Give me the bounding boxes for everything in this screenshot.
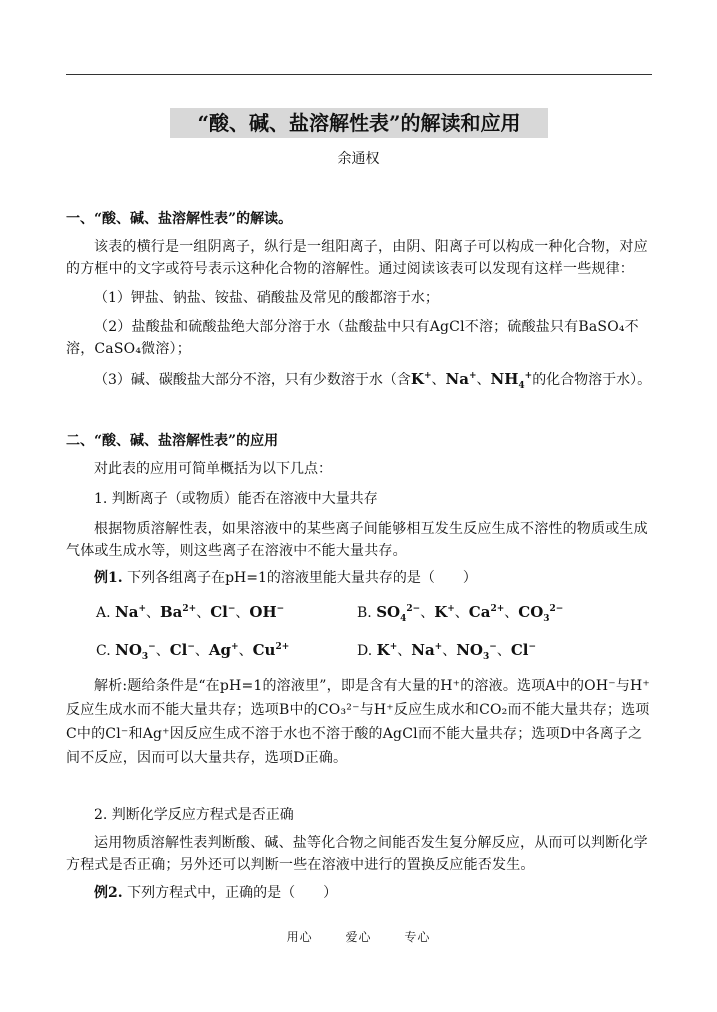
rule-3: （3）碱、碳酸盐大部分不溶，只有少数溶于水（含K+、Na+、$NH_4^+$的化合物溶于水）。 [94, 370, 652, 391]
page-title: “酸、碱、盐溶解性表”的解读和应用 [170, 108, 548, 138]
example-1-question: 下列各组离子在pH=1的溶液里能大量共存的是（ ） [127, 570, 477, 586]
footer-item: 专心 [404, 930, 431, 944]
section1-heading: 一、“酸、碱、盐溶解性表”的解读。 [66, 211, 293, 227]
example-2 [66, 882, 680, 904]
header-rule [66, 74, 652, 75]
author: 余通权 [337, 151, 380, 167]
option-d-letter: D. [357, 643, 373, 659]
example-1 [66, 567, 680, 589]
subsection-2: 2. 判断化学反应方程式是否正确 [94, 807, 294, 823]
ion-nh4: $NH_4^+$ [490, 370, 533, 391]
example-2-label: 例2. [94, 885, 123, 901]
footer-item: 用心 [286, 930, 313, 944]
example-2-question: 下列方程式中，正确的是（ ） [127, 885, 338, 901]
example-1-label: 例1. [94, 570, 123, 586]
example-1-analysis: 解析:题给条件是“在pH=1的溶液里”，即是含有大量的H⁺的溶液。选项A中的OH⁻与H⁺反应生成水而不能大量共存；选项B中的CO₃²⁻与H⁺反应生成水和CO₂而不能大量共存；选项C中的Cl⁻和Ag⁺因反应生成不溶于水也不溶于酸的AgCl而不能大量共存；选项D中各离子之间不反应，因而可以大量共存，选项D正确。 [66, 678, 651, 766]
option-b: B. $SO_4^{2-}$、K+、$Ca^{2+}$、$CO_3^{2-}$ [357, 603, 564, 624]
rule-1: （1）钾盐、钠盐、铵盐、硝酸盐及常见的酸都溶于水； [94, 290, 439, 306]
option-c-letter: C. [96, 643, 111, 659]
option-a: A. Na+、$Ba^{2+}$、Cl−、OH− [96, 603, 285, 621]
ion-k: K+ [410, 370, 432, 388]
section2-heading: 二、“酸、碱、盐溶解性表”的应用 [66, 433, 279, 449]
rule-2: （2）盐酸盐和硫酸盐绝大部分溶于水（盐酸盐中只有AgCl不溶；硫酸盐只有BaSO₄不溶，CaSO₄微溶）； [66, 319, 639, 357]
option-a-letter: A. [96, 605, 111, 621]
option-b-letter: B. [357, 605, 372, 621]
footer-item: 爱心 [345, 930, 372, 944]
subsection-2-paragraph: 运用物质溶解性表判断酸、碱、盐等化合物之间能否发生复分解反应，从而可以判断化学方程式是否正确；另外还可以判断一些在溶液中进行的置换反应能否发生。 [66, 835, 648, 873]
option-d: D. K+、Na+、$NO_3^-$、Cl− [357, 641, 536, 662]
footer [0, 928, 717, 945]
subsection-1-paragraph: 根据物质溶解性表，如果溶液中的某些离子间能够相互发生反应生成不溶性的物质或生成气体或生成水等，则这些离子在溶液中不能大量共存。 [66, 521, 648, 559]
section2-intro: 对此表的应用可简单概括为以下几点： [94, 461, 332, 477]
ion-na: Na+ [445, 370, 477, 388]
option-c: C. $NO_3^-$、Cl−、Ag+、$Cu^{2+}$ [96, 641, 290, 662]
subsection-1: 1. 判断离子（或物质）能否在溶液中大量共存 [94, 491, 378, 507]
rule-3-suffix: 的化合物溶于水）。 [532, 372, 652, 388]
section1-intro: 该表的横行是一组阴离子，纵行是一组阳离子，由阴、阳离子可以构成一种化合物，对应的方框中的文字或符号表示这种化合物的溶解性。通过阅读该表可以发现有这样一些规律： [66, 239, 648, 277]
rule-3-prefix: （3）碱、碳酸盐大部分不溶，只有少数溶于水（含 [94, 372, 411, 388]
